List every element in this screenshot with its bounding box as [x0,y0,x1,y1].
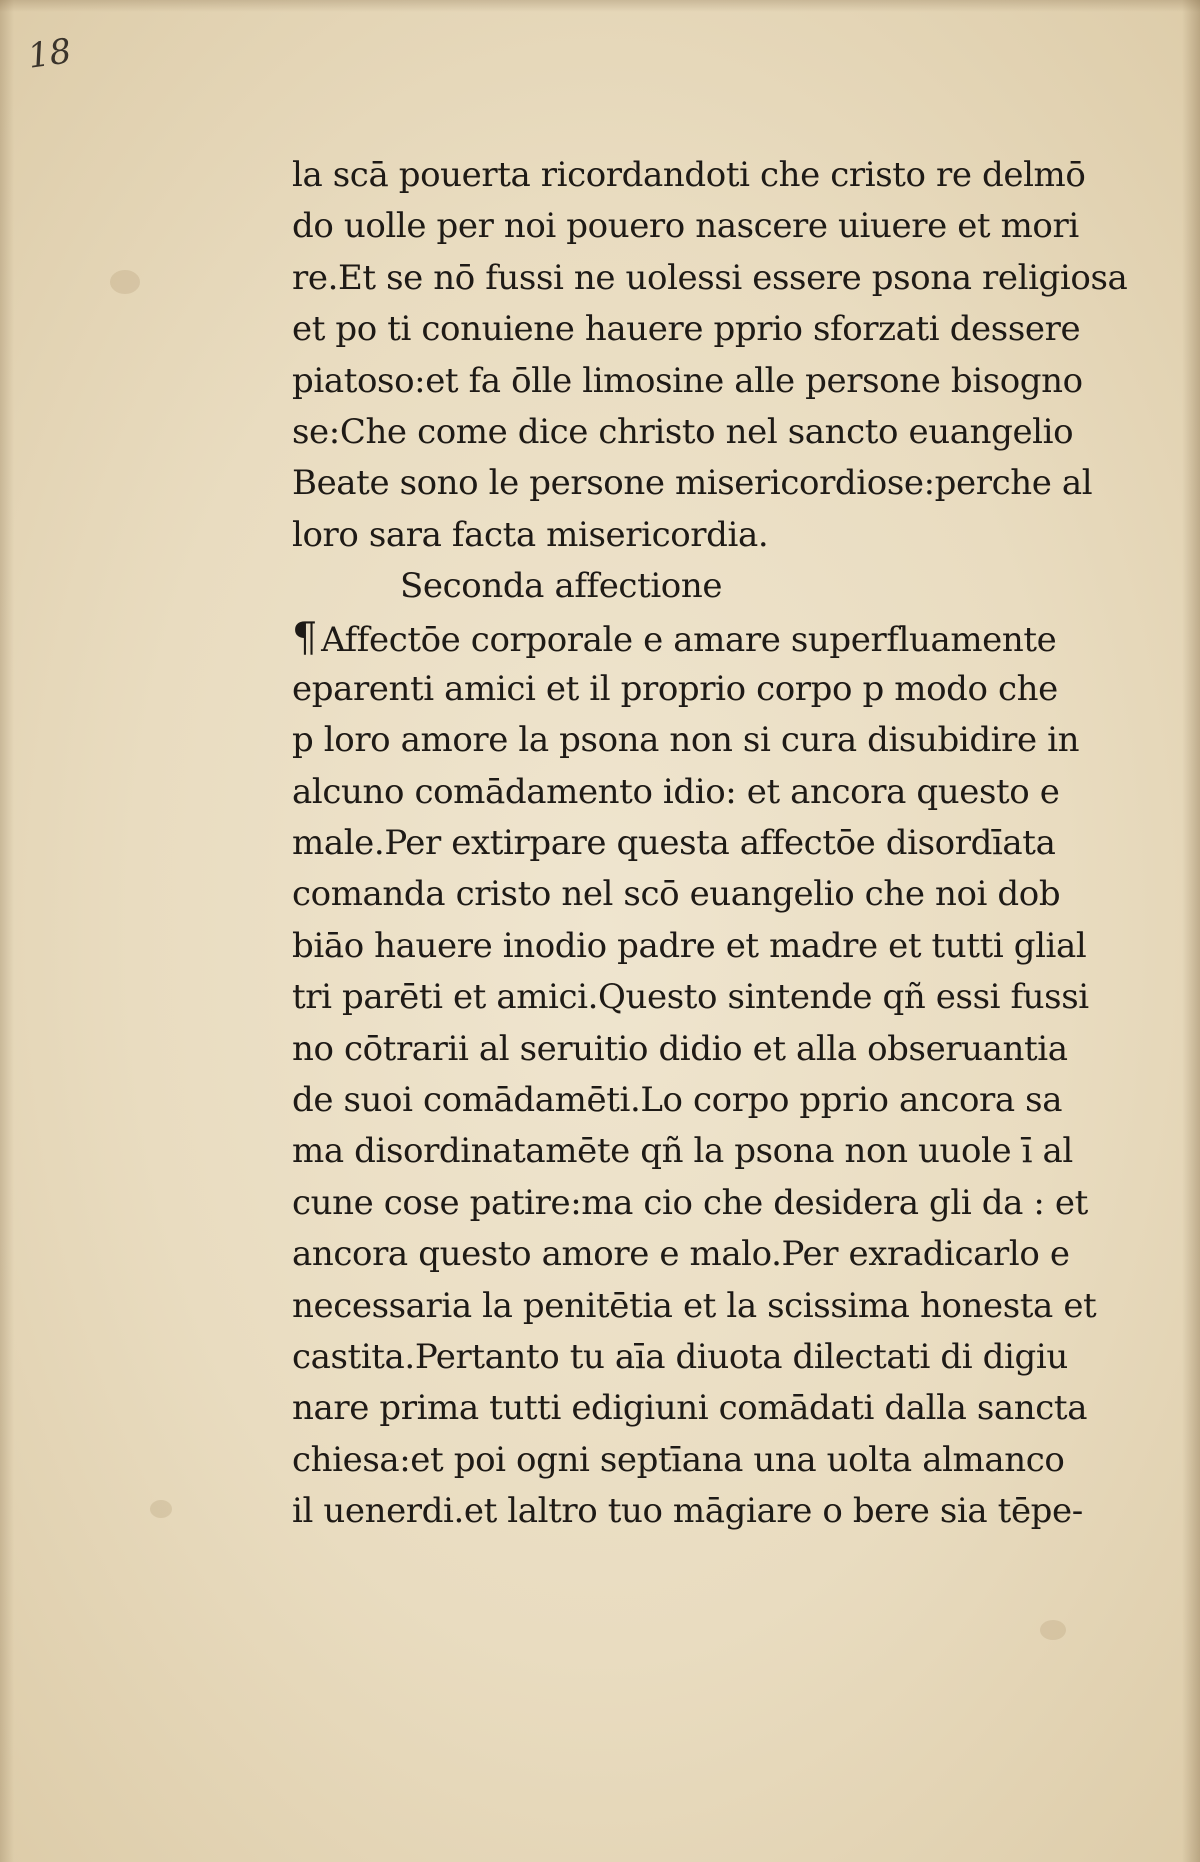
paragraph-first-line [292,613,1102,664]
text-line: eparenti amici et il proprio corpo p modo che [292,668,1058,709]
pilcrow-mark: ¶ [292,614,318,661]
page-edge-left [0,0,14,1862]
text-line: alcuno comādamento idio: et ancora questo e [292,771,1060,812]
text-line-content: Affectōe corporale e amare superfluamente [321,619,1057,660]
text-line: p loro amore la psona non si cura disubidire in [292,720,1080,761]
folio-number: 18 [25,31,74,77]
text-line: chiesa:et poi ogni septīana una uolta almanco [292,1439,1065,1480]
text-line: ancora questo amore e malo.Per exradicarlo e [292,1234,1070,1275]
section-heading: Seconda affectione [400,566,723,607]
text-line: male.Per extirpare questa affectōe disordīata [292,823,1056,864]
page-edge-top [0,0,1200,12]
text-line: necessaria la penitētia et la scissima honesta et [292,1285,1097,1326]
text-line: il uenerdi.et laltro tuo māgiare o bere sia tēpe- [292,1491,1083,1532]
foxing-spot [150,1500,172,1518]
text-line: loro sara facta misericordia. [292,514,769,555]
text-line: piatoso:et fa ōlle limosine alle persone bisogno [292,360,1083,401]
text-block [292,150,1128,1538]
text-line: ma disordinatamēte qñ la psona non uuole ī al [292,1131,1073,1172]
text-line: de suoi comādamēti.Lo corpo pprio ancora sa [292,1080,1063,1121]
foxing-spot [110,270,140,294]
text-line: castita.Pertanto tu aīa diuota dilectati di digiu [292,1336,1068,1377]
foxing-spot [1040,1620,1066,1640]
text-line: nare prima tutti edigiuni comādati dalla sancta [292,1388,1088,1429]
text-line: Beate sono le persone misericordiose:perche al [292,463,1093,504]
text-line: tri parēti et amici.Questo sintende qñ essi fussi [292,977,1089,1018]
text-line: re.Et se nō fussi ne uolessi essere psona religiosa [292,257,1128,298]
text-line: et po ti conuiene hauere pprio sforzati dessere [292,309,1081,350]
page-edge-right [1182,0,1200,1862]
text-line: do uolle per noi pouero nascere uiuere et mori [292,206,1079,247]
text-line: comanda cristo nel scō euangelio che noi dob [292,874,1061,915]
text-line: no cōtrarii al seruitio didio et alla obseruantia [292,1028,1068,1069]
text-line: biāo hauere inodio padre et madre et tutti glial [292,925,1087,966]
text-line: la scā pouerta ricordandoti che cristo re delmō [292,155,1086,195]
text-line: se:Che come dice christo nel sancto euangelio [292,411,1074,452]
text-line: cune cose patire:ma cio che desidera gli da : et [292,1182,1088,1223]
